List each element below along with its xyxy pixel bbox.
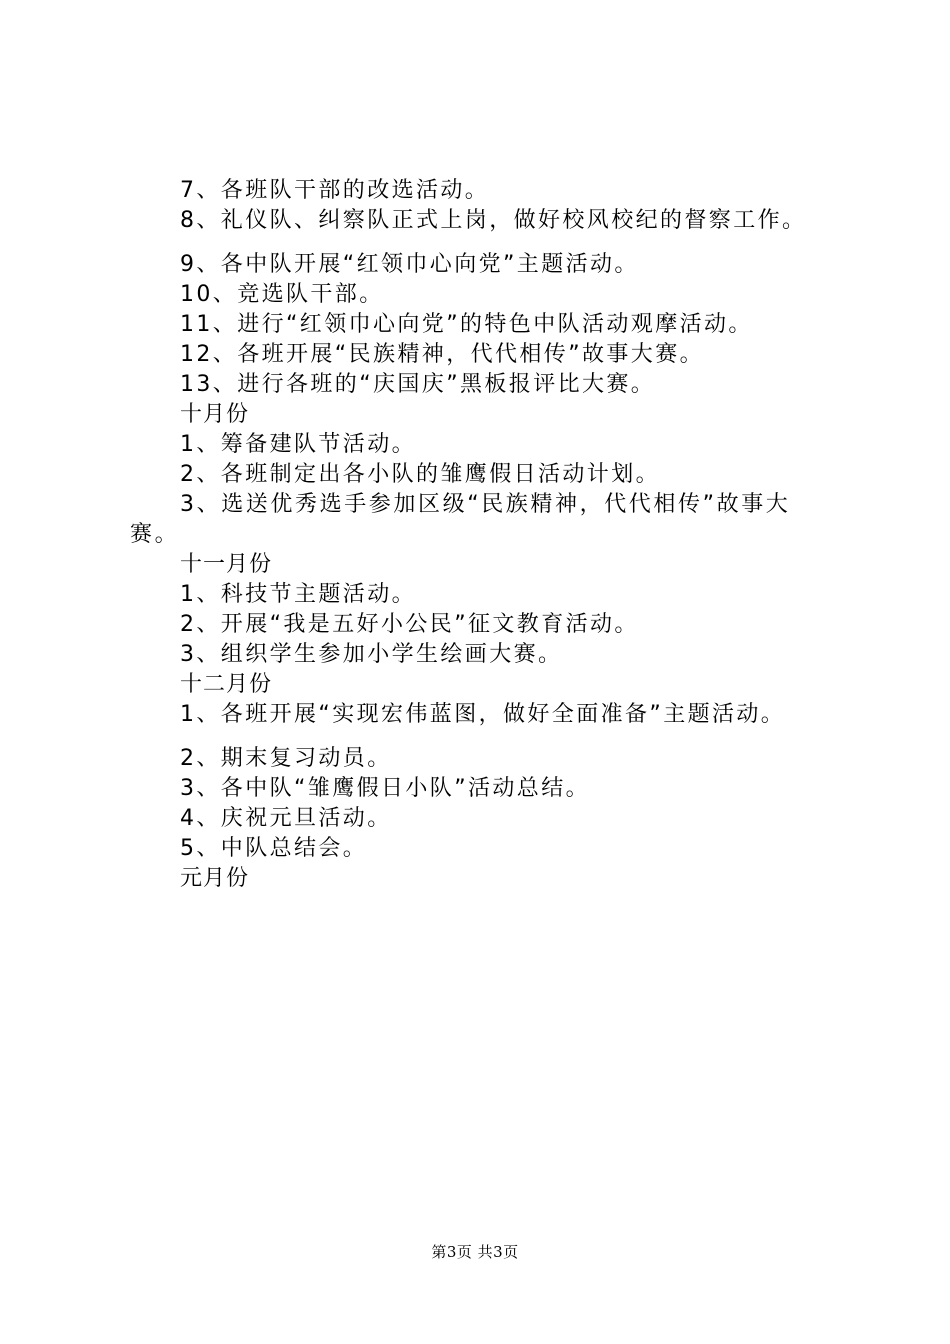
- list-item: 9、各中队开展“红领巾心向党”主题活动。: [180, 252, 639, 277]
- page-number-footer: 第3页 共3页: [431, 1243, 519, 1261]
- list-item: 1、科技节主题活动。: [180, 582, 416, 607]
- list-item: 8、礼仪队、纠察队正式上岗，做好校风校纪的督察工作。: [180, 208, 807, 233]
- list-item: 5、中队总结会。: [180, 836, 368, 861]
- list-item: 2、期末复习动员。: [180, 746, 392, 771]
- month-heading: 十月份: [180, 402, 250, 427]
- list-item: 2、开展“我是五好小公民”征文教育活动。: [180, 612, 639, 637]
- list-item: 12、各班开展“民族精神，代代相传”故事大赛。: [180, 342, 704, 367]
- list-item: 1、筹备建队节活动。: [180, 432, 416, 457]
- list-item: 10、竞选队干部。: [180, 282, 384, 307]
- list-item: 3、选送优秀选手参加区级“民族精神，代代相传”故事大赛。: [130, 492, 791, 547]
- list-item: 3、各中队“雏鹰假日小队”活动总结。: [180, 776, 590, 801]
- list-item: 13、进行各班的“庆国庆”黑板报评比大赛。: [180, 372, 656, 397]
- list-item: 3、组织学生参加小学生绘画大赛。: [180, 642, 563, 667]
- document-body: [130, 176, 840, 894]
- month-heading: 十二月份: [180, 672, 273, 697]
- list-item: 7、各班队干部的改选活动。: [180, 178, 490, 203]
- month-heading: 十一月份: [180, 552, 273, 577]
- list-item: 11、进行“红领巾心向党”的特色中队活动观摩活动。: [180, 312, 753, 337]
- list-item: 4、庆祝元旦活动。: [180, 806, 392, 831]
- list-item: 2、各班制定出各小队的雏鹰假日活动计划。: [180, 462, 660, 487]
- list-item: 1、各班开展“实现宏伟蓝图，做好全面准备”主题活动。: [180, 702, 786, 727]
- month-heading: 元月份: [180, 866, 250, 891]
